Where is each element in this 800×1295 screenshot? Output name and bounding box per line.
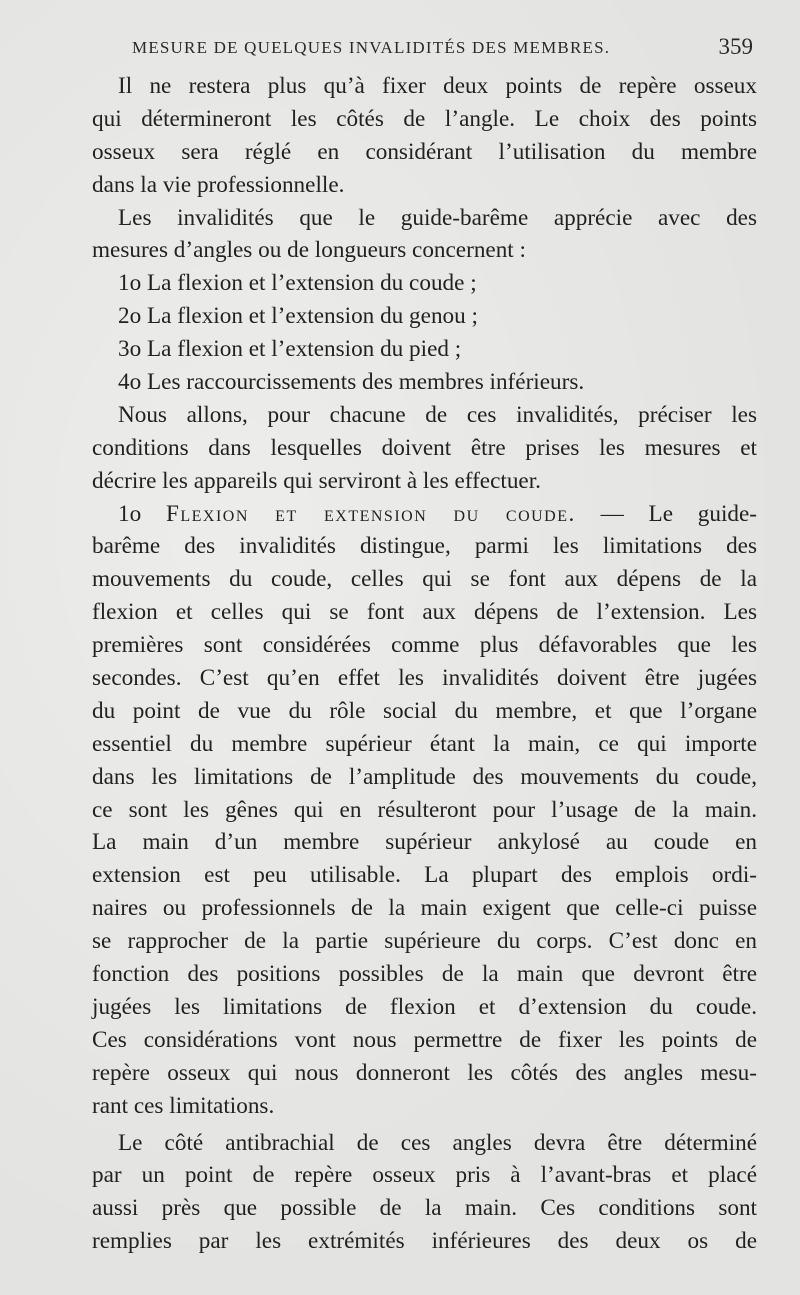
text-line: aussi près que possible de la main. Ces conditions sont bbox=[92, 1195, 757, 1222]
text-line: dans la vie professionnelle. bbox=[92, 171, 345, 198]
text-line: premières sont considérées comme plus défavorables que les bbox=[92, 632, 757, 659]
text-line: décrire les appareils qui serviront à les effectuer. bbox=[92, 467, 541, 494]
list-item: 4o Les raccourcissements des membres inférieurs. bbox=[118, 369, 585, 396]
text-line: barême des invalidités distingue, parmi les limitations des bbox=[92, 533, 757, 560]
text-line: se rapprocher de la partie supérieure du corps. C’est donc en bbox=[92, 928, 757, 955]
text-line: secondes. C’est qu’en effet les invalidités doivent être jugées bbox=[92, 665, 757, 692]
text-line: naires ou professionnels de la main exigent que celle-ci puisse bbox=[92, 895, 757, 922]
text-line: Il ne restera plus qu’à fixer deux points de repère osseux bbox=[118, 73, 757, 99]
text-line: Les invalidités que le guide-barême apprécie avec des bbox=[118, 204, 757, 231]
running-title: MESURE DE QUELQUES INVALIDITÉS DES MEMBRES. bbox=[132, 38, 611, 57]
text-line: rant ces limitations. bbox=[92, 1092, 275, 1119]
text-line: du point de vue du rôle social du membre, et que l’organe bbox=[92, 697, 757, 724]
text-line: dans les limitations de l’amplitude des mouvements du coude, bbox=[92, 763, 757, 790]
section-number: 1o bbox=[118, 500, 142, 527]
text-line: flexion et celles qui se font aux dépens de l’extension. Les bbox=[92, 599, 757, 626]
text-line: par un point de repère osseux pris à l’avant-bras et placé bbox=[92, 1162, 757, 1189]
list-item: 1o La flexion et l’extension du coude ; bbox=[118, 270, 477, 297]
text-line: osseux sera réglé en considérant l’utilisation du membre bbox=[92, 138, 757, 165]
text-line: mesures d’angles ou de longueurs concernent : bbox=[92, 237, 526, 264]
text-line: mouvements du coude, celles qui se font aux dépens de la bbox=[92, 566, 757, 593]
section-heading-rest: — Le guide- bbox=[600, 500, 758, 527]
text-line: repère osseux qui nous donneront les côtés des angles mesu- bbox=[92, 1059, 757, 1086]
text-line: remplies par les extrémités inférieures des deux os de bbox=[92, 1228, 757, 1255]
list-item: 3o La flexion et l’extension du pied ; bbox=[118, 336, 462, 363]
text-line: Le côté antibrachial de ces angles devra être déterminé bbox=[118, 1129, 757, 1156]
page-number: 359 bbox=[718, 34, 753, 59]
text-line: ce sont les gênes qui en résulteront pour l’usage de la main. bbox=[92, 796, 757, 823]
section-title: Flexion et extension du coude. bbox=[165, 500, 576, 527]
text-line: La main d’un membre supérieur ankylosé au coude en bbox=[92, 829, 757, 856]
list-item: 2o La flexion et l’extension du genou ; bbox=[118, 303, 478, 330]
text-line: Nous allons, pour chacune de ces invalidités, préciser les bbox=[118, 401, 757, 428]
text-line: qui détermineront les côtés de l’angle. Le choix des points bbox=[92, 105, 757, 132]
text-line: jugées les limitations de flexion et d’extension du coude. bbox=[92, 993, 757, 1020]
text-line: fonction des positions possibles de la main que devront être bbox=[92, 961, 757, 988]
body-text bbox=[92, 70, 757, 1258]
text-line: Ces considérations vont nous permettre de fixer les points de bbox=[92, 1026, 757, 1053]
section-heading-line bbox=[92, 498, 757, 531]
text-line: conditions dans lesquelles doivent être prises les mesures et bbox=[92, 434, 757, 461]
running-head bbox=[92, 34, 757, 64]
text-line: extension est peu utilisable. La plupart des emplois ordi- bbox=[92, 862, 757, 889]
text-line: essentiel du membre supérieur étant la main, ce qui importe bbox=[92, 730, 757, 757]
